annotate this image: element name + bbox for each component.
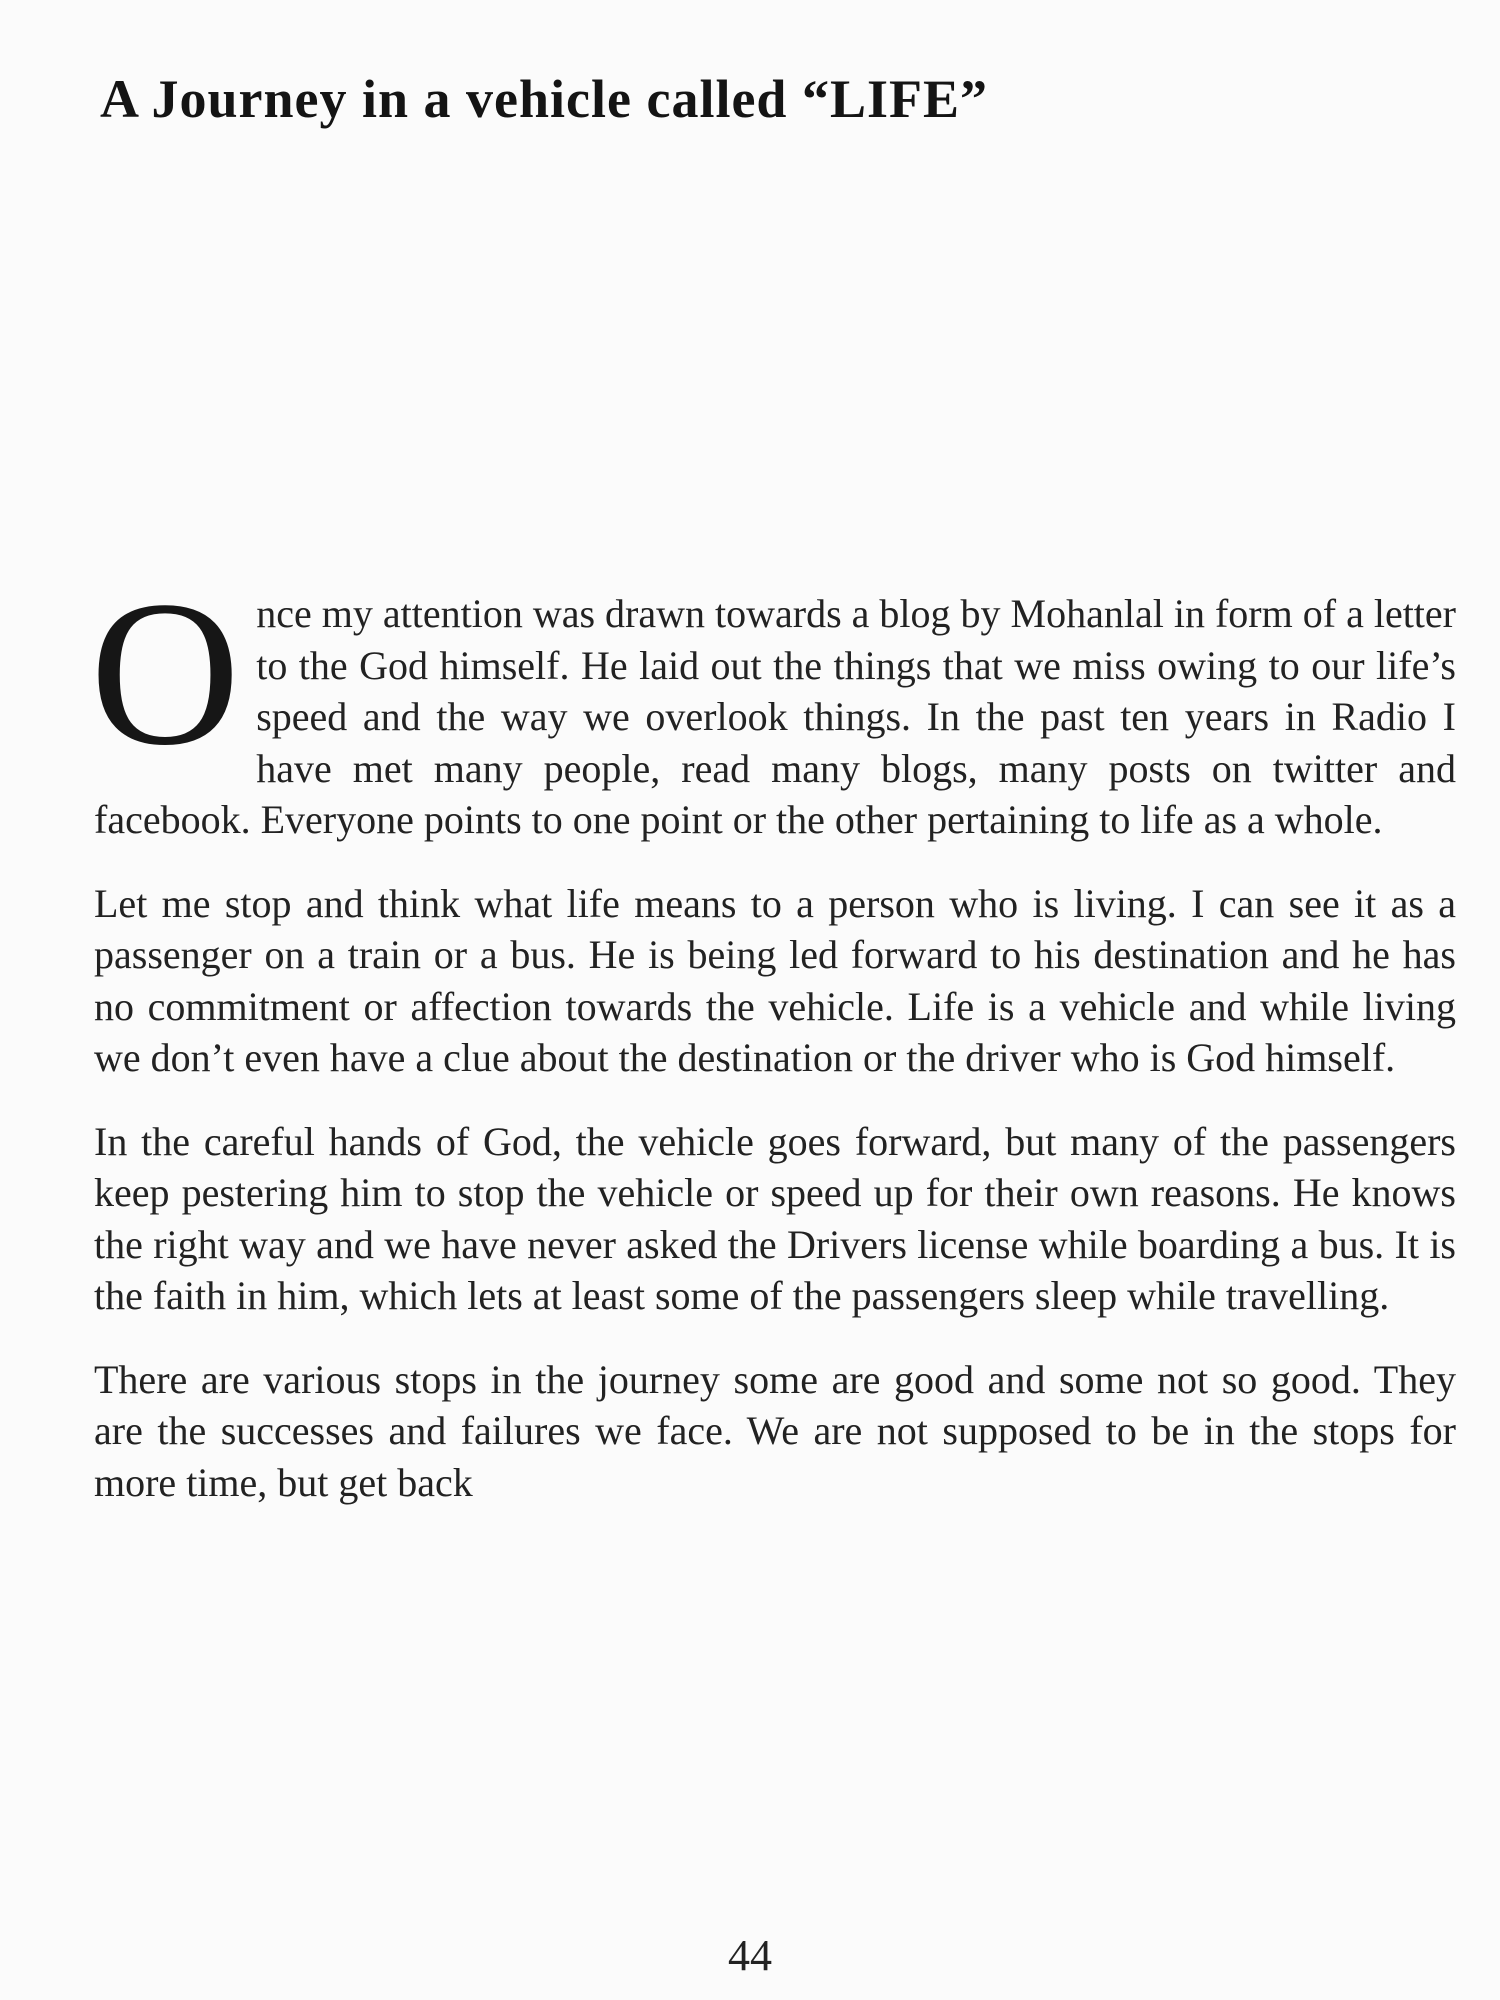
paragraph-4: There are various stops in the journey some are good and some not so good. They are the successes and failures we face. We are not supposed to be in the stops for more time, but get back [94,1356,1456,1505]
body-text [90,558,1456,1508]
drop-cap: O [90,558,241,788]
paragraph-3: In the careful hands of God, the vehicle goes forward, but many of the passengers keep pestering him to stop the vehicle or speed up for their own reasons. He knows the right way and we have never asked the Drivers license while boarding a bus. It is the faith in him, which lets at least some of the passengers sleep while travelling. [94,1118,1456,1318]
paragraph-1-text: nce my attention was drawn towards a blog by Mohanlal in form of a letter to the God himself. He laid out the things that we miss owing to our life’s speed and the way we overlook things. In the past ten years in Radio I have met many people, read many blogs, many posts on twitter and facebook. Everyone points to one point or the other pertaining to life as a whole. [94,591,1456,842]
paragraph-1 [90,558,1456,846]
paragraph-2: Let me stop and think what life means to a person who is living. I can see it as a passenger on a train or a bus. He is being led forward to his destination and he has no commitment or affection towards the vehicle. Life is a vehicle and while living we don’t even have a clue about the destination or the driver who is God himself. [94,880,1456,1080]
chapter-title: A Journey in a vehicle called “LIFE” [100,69,989,129]
page-number: 44 [728,1931,772,1980]
